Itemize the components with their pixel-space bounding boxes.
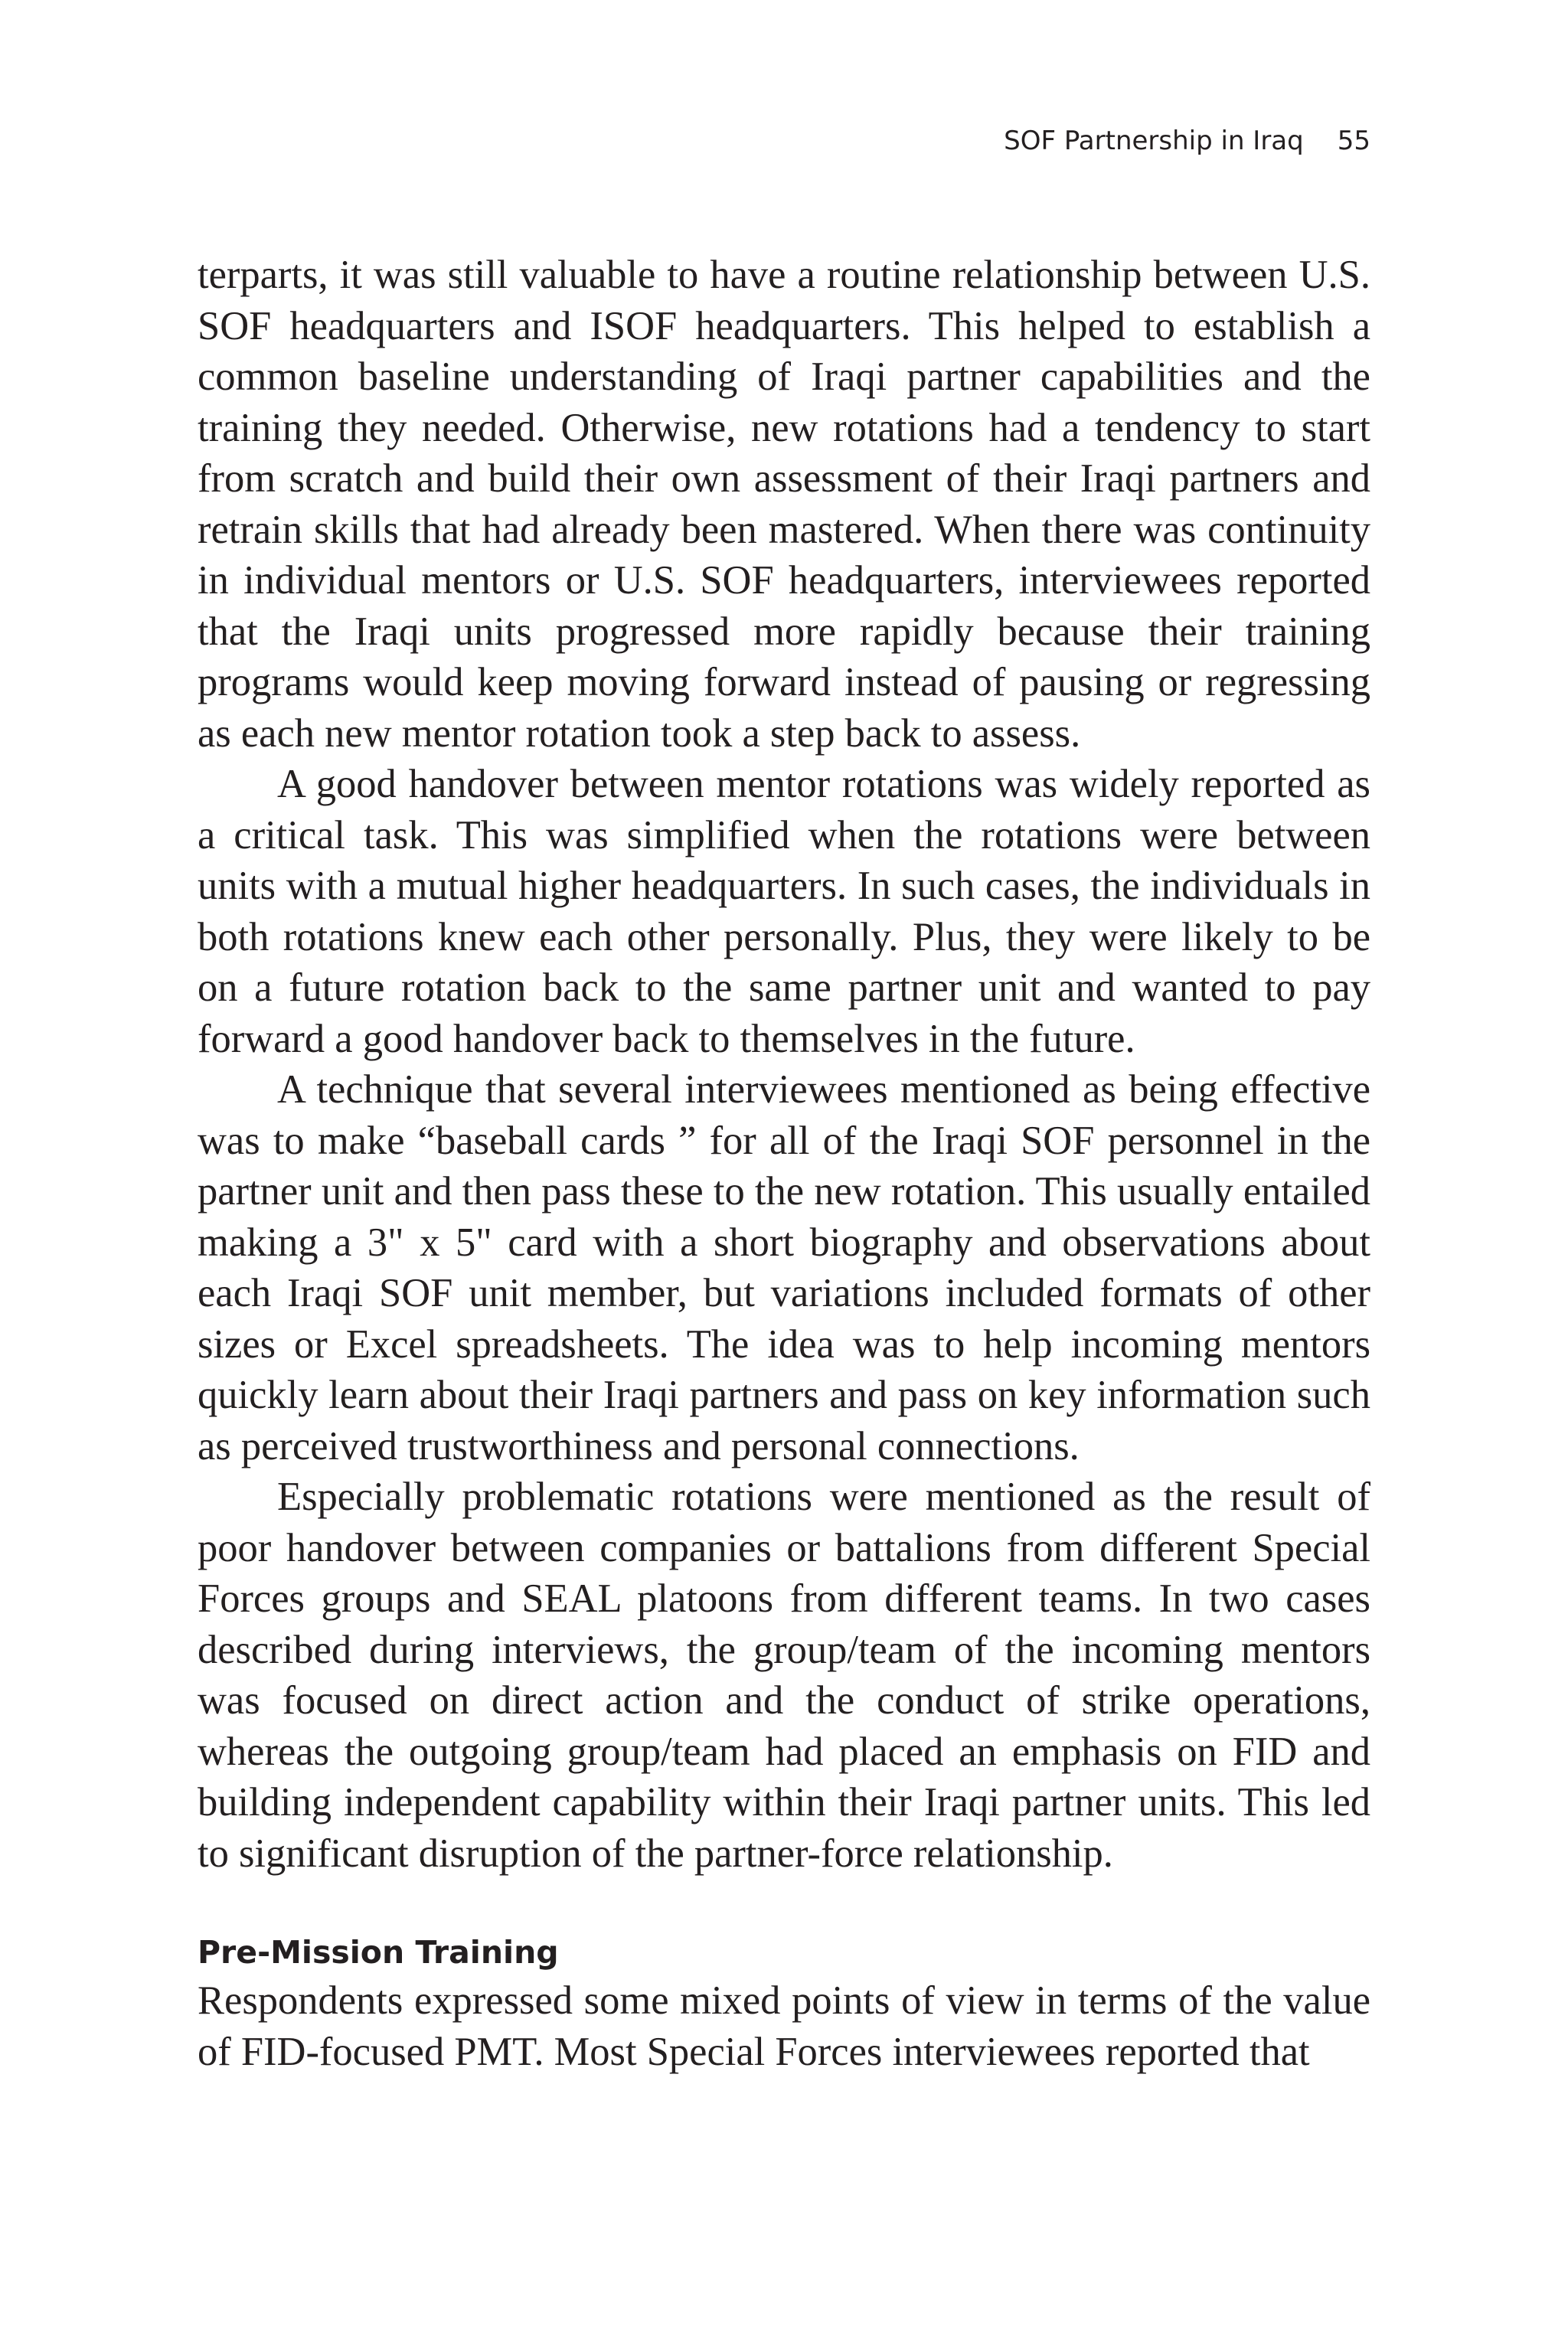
paragraph-continuation: terparts, it was still valuable to have a routine relationship between U.S. SOF headquarters and ISOF headquarters. This helped to establish a common baseline understanding of Iraqi partner capabilities and the training they needed. Otherwise, new rotations had a tendency to start from scratch and build their own assessment of their Iraqi partners and retrain skills that had already been mastered. When there was continuity in individual mentors or U.S. SOF headquarters, interviewees reported that the Iraqi units progressed more rapidly because their training programs would keep moving forward instead of pausing or regressing as each new mentor rotation took a step back to assess. xyxy=(198,253,1370,756)
running-head xyxy=(1004,122,1370,159)
paragraph-handover: A good handover between mentor rotations was widely reported as a critical task. This was simplified when the rotations were between units with a mutual higher headquarters. In such cases, the individuals in both rotations knew each other personally. Plus, they were likely to be on a future rotation back to the same partner unit and wanted to pay forward a good handover back to themselves in the future. xyxy=(198,762,1370,1061)
paragraph-problematic-rotations: Especially problematic rotations were mentioned as the result of poor handover between companies or battalions from different Special Forces groups and SEAL platoons from different teams. In two cases described during interviews, the group/team of the incoming mentors was focused on direct action and the conduct of strike operations, whereas the outgoing group/team had placed an emphasis on FID and building independent capability within their Iraqi partner units. This led to significant disruption of the partner-force relationship. xyxy=(198,1475,1370,1876)
page-number: 55 xyxy=(1337,126,1370,156)
paragraph-baseball-cards: A technique that several interviewees mentioned as being effective was to make “baseball cards ” for all of the Iraqi SOF personnel in the partner unit and then pass these to the new rotation. This usually entailed making a 3" x 5" card with a short biography and observations about each Iraqi SOF unit member, but variations included formats of other sizes or Excel spreadsheets. The idea was to help incoming mentors quickly learn about their Iraqi partners and pass on key information such as perceived trustworthiness and personal connections. xyxy=(198,1067,1370,1468)
body-text xyxy=(198,250,1370,2077)
running-title: SOF Partnership in Iraq xyxy=(1004,126,1304,156)
paragraph-pre-mission-training: Respondents expressed some mixed points of view in terms of the value of FID-focused PMT. Most Special Forces interviewees reported that xyxy=(198,1978,1370,2074)
section-heading: Pre-Mission Training xyxy=(198,1934,559,1971)
